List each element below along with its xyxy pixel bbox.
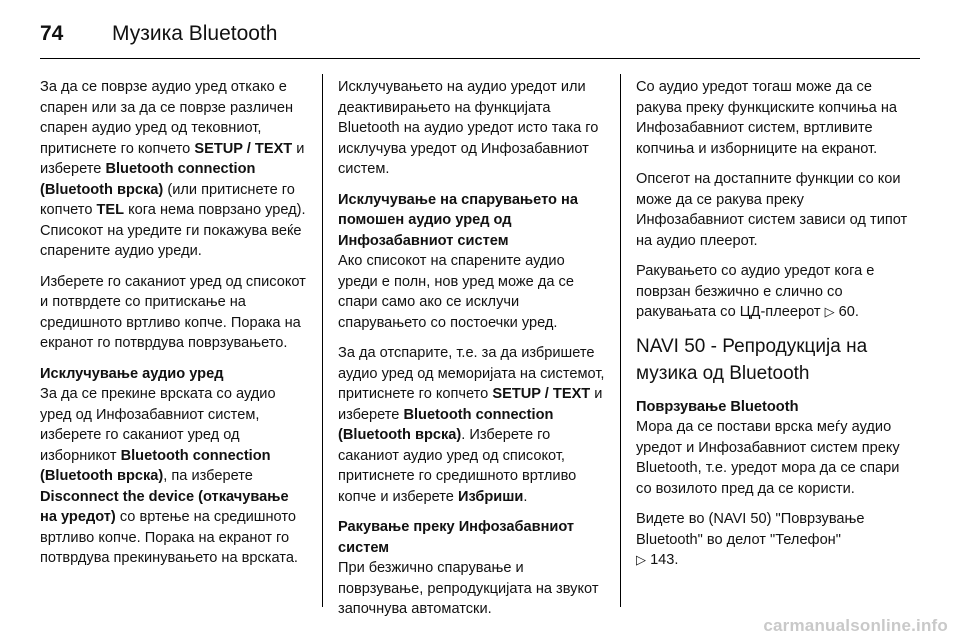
paragraph: За да отспарите, т.е. за да избришете аудио уред од меморијата на системот, притиснете го копчето SETUP / TEXT и изберете Bluetooth connection (Bluetooth врска). Изберете го саканиот аудио уред од списокот, притиснете го средишното вртливо копче и изберете Избриши. bbox=[338, 345, 605, 505]
section-heading: Ракување преку Инфозабавниот систем bbox=[338, 519, 575, 556]
page-reference[interactable]: 60. bbox=[838, 304, 859, 320]
page-reference-icon: ▷ bbox=[824, 304, 835, 319]
column-1 bbox=[40, 77, 308, 579]
paragraph: Мора да се постави врска меѓу аудио уредот и Инфозабавниот систем преку Bluetooth, т.е. уредот мора да се спари со возилото пред да се користи. bbox=[636, 419, 900, 497]
paragraph: При безжично спарување и поврзување, репродукцијата на звукот започнува автоматски. bbox=[338, 560, 599, 617]
page-reference-icon: ▷ bbox=[636, 552, 646, 567]
paragraph: Ракувањето со аудио уредот кога е поврзан безжично е слично со ракувањата со ЦД-плеерот ▷ 60. bbox=[636, 263, 875, 320]
paragraph: Изберете го саканиот уред од списокот и потврдете со притискање на средишното вртливо копче. Порака на екранот го потврдува поврзувањето. bbox=[40, 273, 306, 351]
page-reference[interactable]: 143. bbox=[650, 552, 679, 568]
header-rule bbox=[40, 58, 920, 59]
paragraph: Опсегот на достапните функции со кои може да се ракува преку Инфозабавниот систем зависи од типот на аудио плеерот. bbox=[636, 171, 908, 249]
column-3 bbox=[636, 77, 908, 581]
paragraph: Видете во (NAVI 50) "Поврзување Bluetooth" во делот "Телефон" ▷ 143. bbox=[636, 511, 865, 568]
section-heading: Исклучување аудио уред bbox=[40, 365, 224, 382]
paragraph: Ако списокот на спарените аудио уреди е полн, нов уред може да се спари само ако се исклучи спарувањето со постоечки уред. bbox=[338, 253, 574, 331]
column-2 bbox=[338, 77, 606, 630]
paragraph: Со аудио уредот тогаш може да се ракува преку функциските копчиња на Инфозабавниот систем, вртливите копчиња и изборниците на екранот. bbox=[636, 79, 898, 157]
column-divider bbox=[620, 74, 621, 607]
page-title: Музика Bluetooth bbox=[112, 22, 278, 45]
page-header bbox=[40, 14, 278, 54]
section-heading: Исклучување на спарувањето на помошен аудио уред од Инфозабавниот систем bbox=[338, 191, 578, 249]
watermark: carmanualsonline.info bbox=[763, 616, 948, 635]
paragraph: Исклучувањето на аудио уредот или деактивирањето на функцијата Bluetooth на аудио уредот исто така го исклучува уредот од Инфозабавниот систем. bbox=[338, 79, 599, 177]
paragraph: За да се прекине врската со аудио уред од Инфозабавниот систем, изберете го саканиот уред од изборникот Bluetooth connection (Bluetooth врска), па изберете Disconnect the device (откачување на уредот) со вртење на средишното вртливо копче. Порака на екранот го потврдува прекинувањето на врската. bbox=[40, 386, 298, 566]
section-title: NAVI 50 - Репродукција на музика од Bluetooth bbox=[636, 335, 868, 384]
column-divider bbox=[322, 74, 323, 607]
paragraph: За да се поврзе аудио уред откако е спарен или за да се поврзе различен спарен аудио уред од тековниот, притиснете го копчето SETUP / TEXT и изберете Bluetooth connection (Bluetooth врска) (или притиснете го копчето TEL кога нема поврзано уред). Списокот на уредите ги покажува веќе спарените аудио уреди. bbox=[40, 79, 306, 259]
section-heading: Поврзување Bluetooth bbox=[636, 398, 799, 415]
page-number: 74 bbox=[40, 22, 64, 45]
